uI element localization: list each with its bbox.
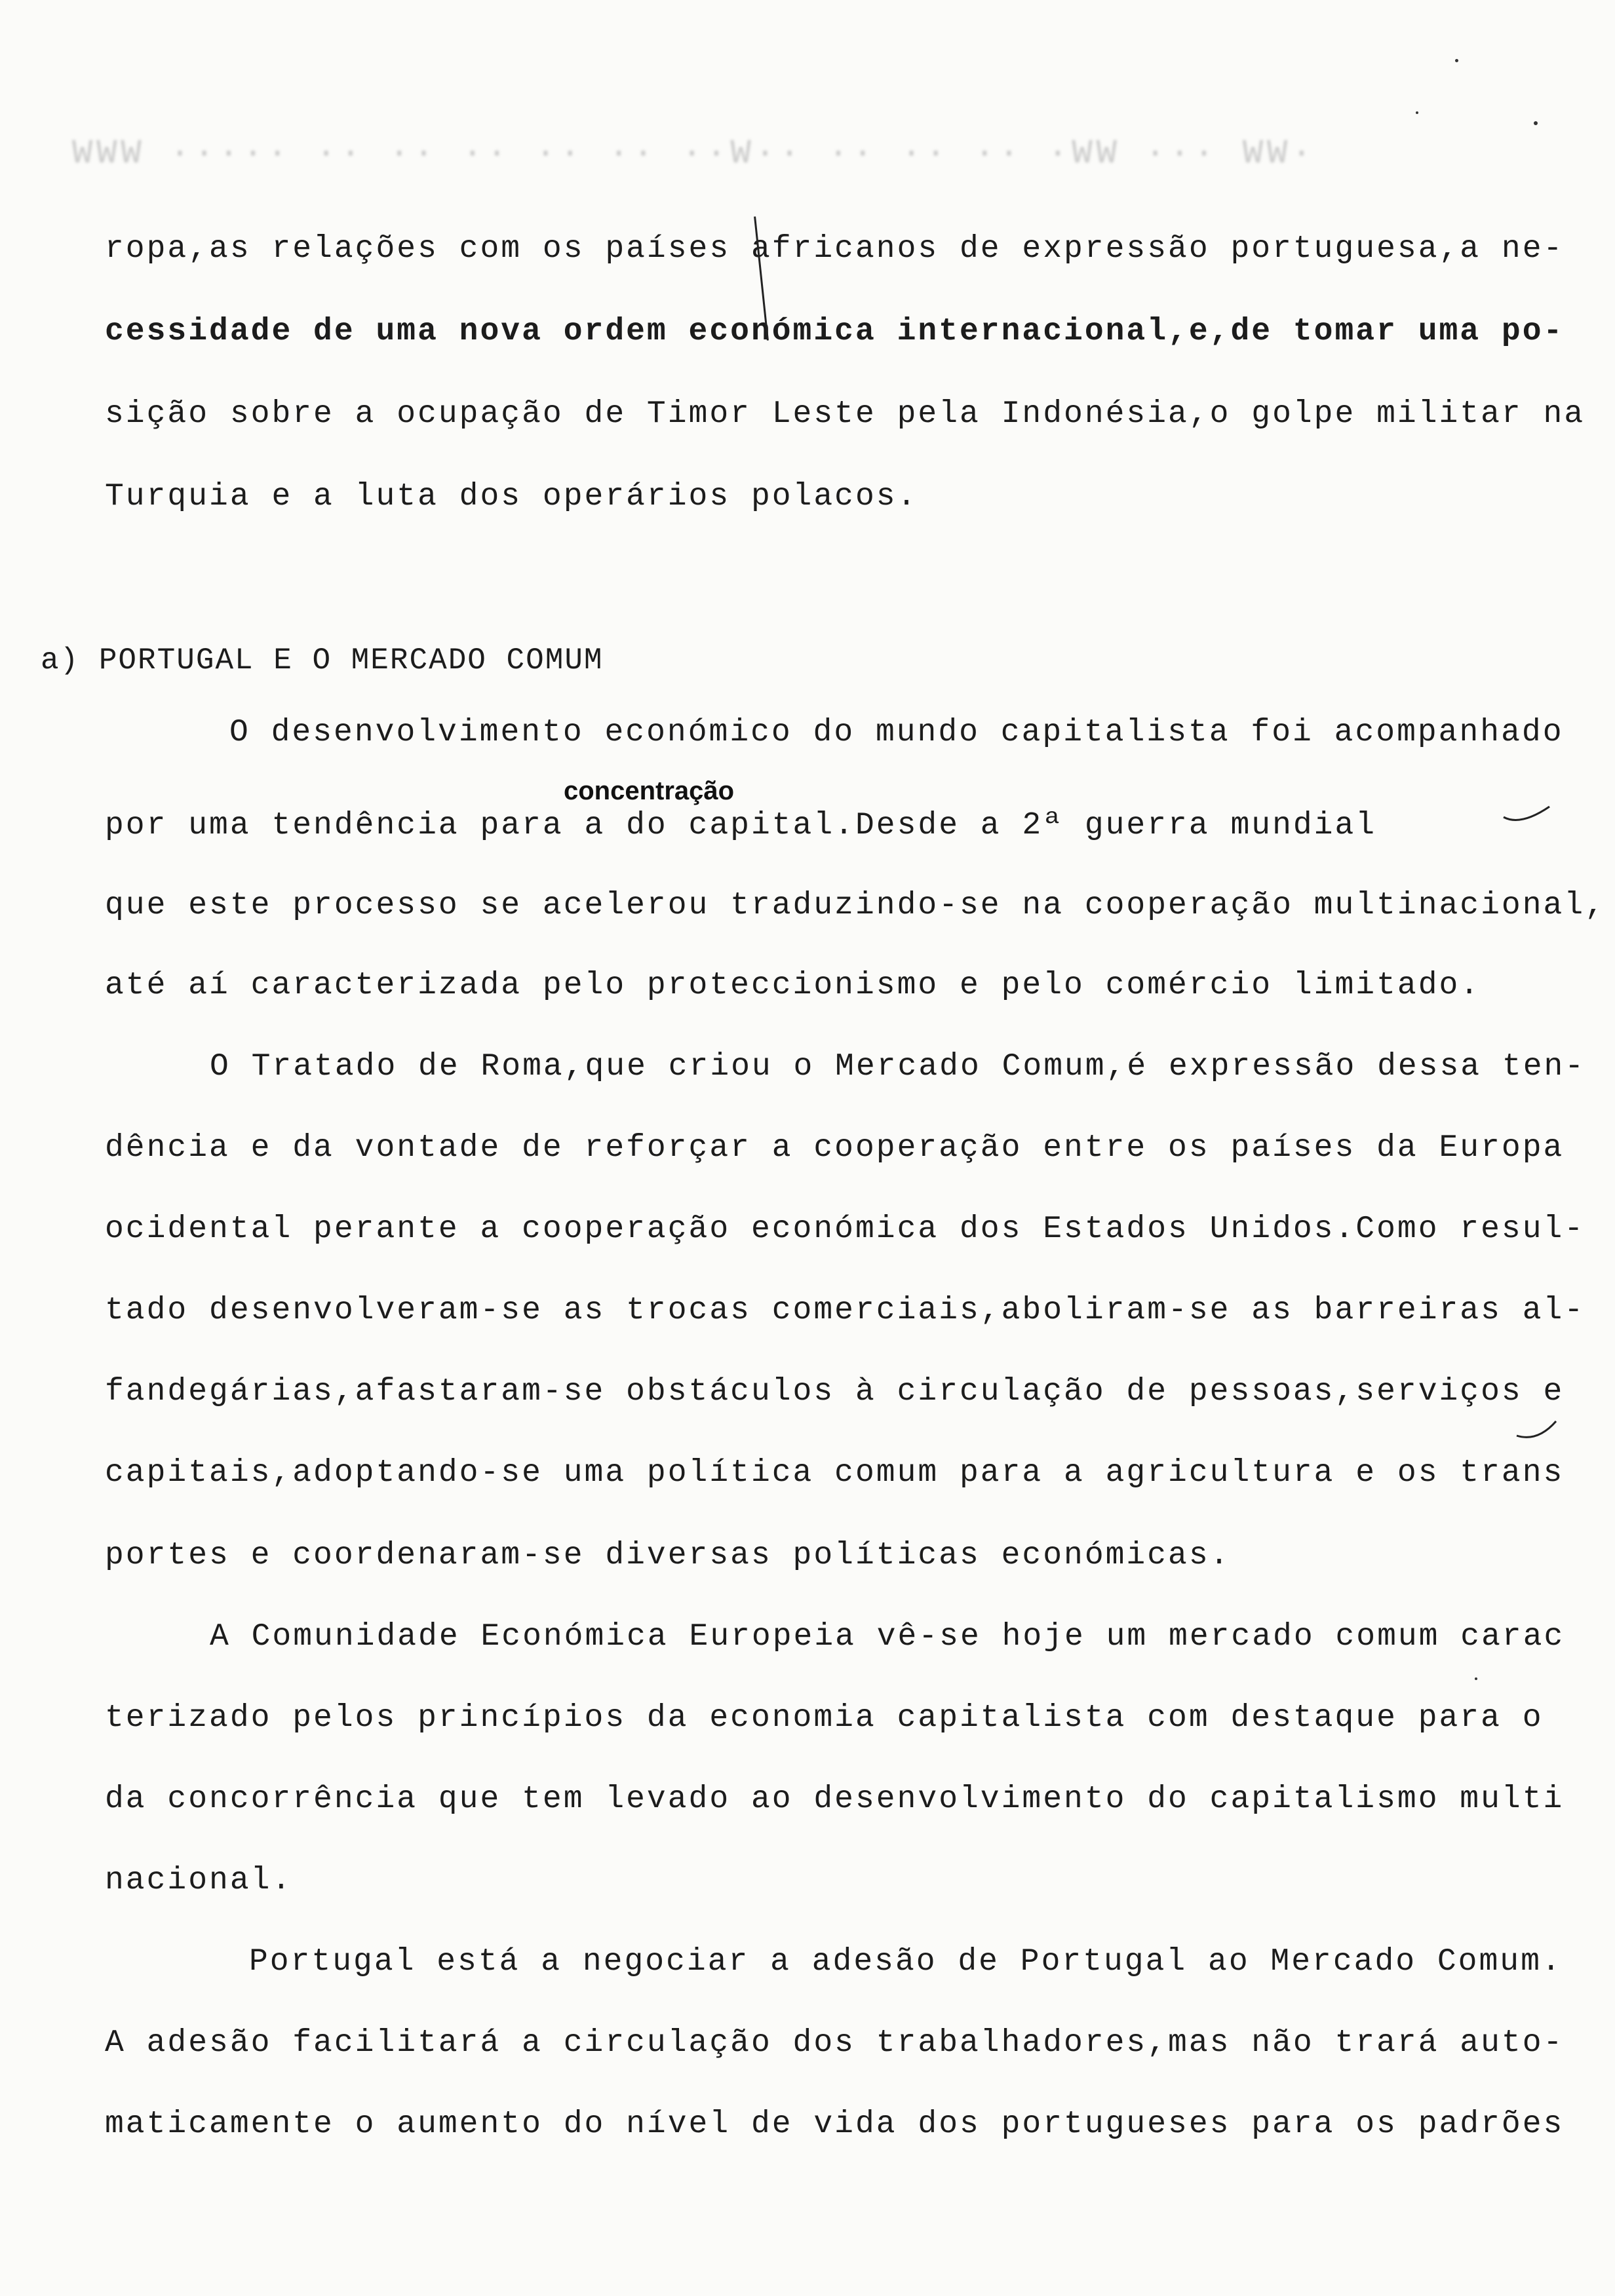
text-line: nacional. [105, 1863, 293, 1898]
scan-speck [1455, 59, 1458, 62]
text-line: ropa,as relações com os países africanos de expressão portuguesa,a ne- [105, 231, 1565, 267]
text-line: sição sobre a ocupação de Timor Leste pela Indonésia,o golpe militar na [105, 396, 1586, 432]
text-line: capitais,adoptando-se uma política comum para a agricultura e os trans [105, 1455, 1565, 1491]
text-line: A adesão facilitará a circulação dos trabalhadores,mas não trará auto- [105, 2025, 1565, 2061]
text-line: ocidental perante a cooperação económica dos Estados Unidos.Como resul- [105, 1212, 1586, 1247]
text-line: terizado pelos princípios da economia capitalista com destaque para o [105, 1700, 1544, 1736]
text-line: O desenvolvimento económico do mundo capitalista foi acompanhado [229, 715, 1564, 750]
handwritten-insert-word: concentração [564, 776, 735, 805]
faded-header-text: WWW ····· ·· ·· ·· ·· ·· ··W·· ·· ·· ·· ·WW ··· WW· [72, 134, 1316, 173]
text-line: Turquia e a luta dos operários polacos. [105, 479, 918, 514]
text-line: fandegárias,afastaram-se obstáculos à circulação de pessoas,serviços e [105, 1374, 1565, 1409]
scan-speck [1534, 121, 1538, 125]
text-line: cessidade de uma nova ordem económica internacional,e,de tomar uma po- [105, 314, 1565, 349]
scan-speck [1475, 1677, 1477, 1680]
handwritten-curl-mark [1514, 1419, 1560, 1445]
text-line: portes e coordenaram-se diversas políticas económicas. [105, 1538, 1231, 1573]
text-line: A Comunidade Económica Europeia vê-se hoje um mercado comum carac [210, 1619, 1565, 1655]
section-heading: a) PORTUGAL E O MERCADO COMUM [41, 643, 604, 678]
text-line: maticamente o aumento do nível de vida dos portugueses para os padrões [105, 2107, 1565, 2142]
handwritten-curl-mark [1501, 803, 1553, 829]
scan-speck [1416, 111, 1418, 114]
text-line: até aí caracterizada pelo proteccionismo e pelo comércio limitado. [105, 968, 1481, 1003]
text-line: dência e da vontade de reforçar a cooperação entre os países da Europa [105, 1130, 1565, 1166]
text-line: tado desenvolveram-se as trocas comerciais,aboliram-se as barreiras al- [105, 1293, 1586, 1328]
text-line: da concorrência que tem levado ao desenvolvimento do capitalismo multi [105, 1782, 1565, 1817]
text-line: O Tratado de Roma,que criou o Mercado Comum,é expressão dessa ten- [210, 1049, 1586, 1084]
text-line: que este processo se acelerou traduzindo-se na cooperação multinacional, [105, 888, 1606, 923]
text-line: Portugal está a negociar a adesão de Portugal ao Mercado Comum. [249, 1944, 1563, 1980]
text-line: por uma tendência para a do capital.Desde a 2ª guerra mundial [105, 808, 1377, 843]
